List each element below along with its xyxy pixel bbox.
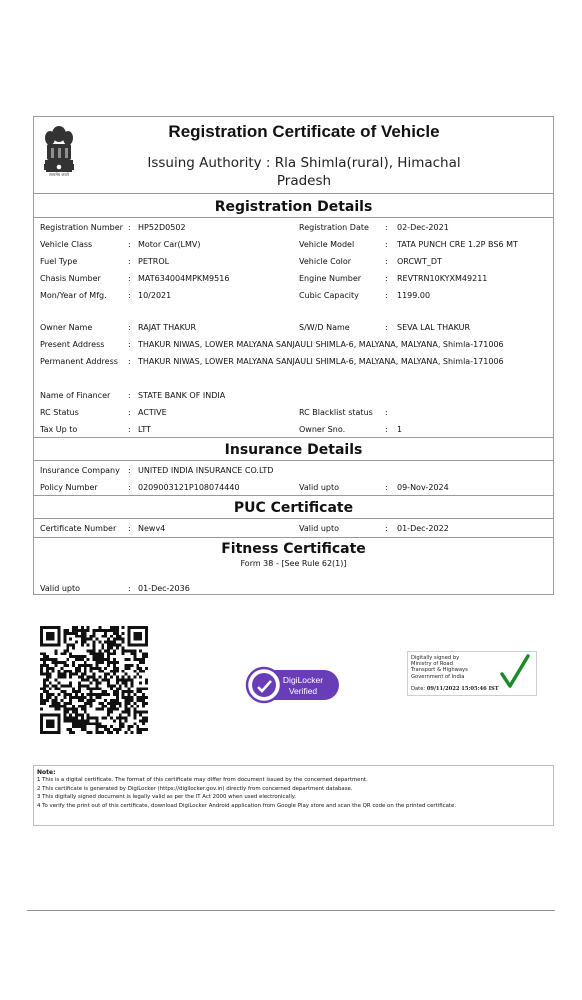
present-address-value: THAKUR NIWAS, LOWER MALYANA SANJAULI SHIMLA-6, MALYANA, MALYANA, Shimla-171006 (138, 340, 504, 349)
field-label: Registration Number (40, 223, 123, 232)
separator: : (128, 483, 131, 492)
separator: : (128, 524, 131, 533)
rc-status-label: RC Status (40, 408, 79, 417)
signature-date-label: Date: (411, 686, 426, 692)
owner-sno-value: 1 (397, 425, 403, 434)
divider (34, 537, 553, 538)
qr-finder-pattern (40, 714, 60, 734)
certificate-title: Registration Certificate of Vehicle (168, 122, 440, 141)
note-item: 3 This digitally signed document is legally valid as per the IT Act 2000 when used electronically. (37, 794, 296, 801)
owner-sno-label: Owner Sno. (299, 425, 346, 434)
field-value: 10/2021 (138, 291, 172, 300)
separator: : (385, 240, 388, 249)
field-value: 02-Dec-2021 (397, 223, 449, 232)
separator: : (128, 257, 131, 266)
verified-label: Verified (288, 686, 318, 696)
insurance-company-value: UNITED INDIA INSURANCE CO.LTD (138, 466, 274, 475)
field-label: Vehicle Color (299, 257, 352, 266)
puc-cert-label: Certificate Number (40, 524, 117, 533)
permanent-address-value: THAKUR NIWAS, LOWER MALYANA SANJAULI SHIMLA-6, MALYANA, MALYANA, Shimla-171006 (138, 357, 504, 366)
field-value: TATA PUNCH CRE 1.2P BS6 MT (397, 240, 518, 249)
signature-date-value: 09/11/2022 15:05:46 IST (426, 686, 499, 692)
separator: : (128, 340, 131, 349)
field-value: Motor Car(LMV) (138, 240, 201, 249)
separator: : (128, 240, 131, 249)
separator: : (128, 391, 131, 400)
fitness-subheading: Form 38 - [See Rule 62(1)] (240, 559, 347, 568)
separator: : (385, 524, 388, 533)
puc-heading: PUC Certificate (233, 500, 354, 516)
separator: : (128, 425, 131, 434)
owner-name-value: RAJAT THAKUR (138, 323, 197, 332)
separator: : (385, 223, 388, 232)
rc-status-value: ACTIVE (138, 408, 167, 417)
field-label: Vehicle Class (40, 240, 93, 249)
registration-heading: Registration Details (214, 199, 373, 215)
signature-line: Digitally signed by (411, 655, 460, 661)
permanent-address-label: Permanent Address (40, 357, 118, 366)
divider (34, 460, 553, 461)
swd-name-label: S/W/D Name (299, 323, 350, 332)
policy-number-value: 0209003121P108074440 (138, 483, 240, 492)
separator: : (385, 274, 388, 283)
insurance-valid-value: 09-Nov-2024 (397, 483, 449, 492)
separator: : (385, 408, 388, 417)
signature-line: Transport & Highways (411, 667, 468, 674)
field-value: HP52D0502 (138, 223, 186, 232)
field-value: MAT634004MPKM9516 (138, 274, 230, 283)
separator: : (128, 466, 131, 475)
notes-list (37, 776, 550, 810)
qr-finder-pattern (128, 626, 148, 646)
separator: : (385, 323, 388, 332)
field-value: ORCWT_DT (397, 257, 442, 266)
field-value: 1199.00 (397, 291, 431, 300)
notes-heading: Note: (37, 769, 56, 776)
separator: : (385, 291, 388, 300)
separator: : (385, 425, 388, 434)
separator: : (128, 584, 131, 593)
qr-code (40, 626, 148, 734)
insurance-company-label: Insurance Company (40, 466, 120, 475)
field-label: Fuel Type (40, 257, 78, 266)
issuer-line-1: Issuing Authority : Rla Shimla(rural), Himachal (147, 155, 461, 171)
rc-blacklist-label: RC Blacklist status (299, 408, 373, 417)
field-label: Registration Date (299, 223, 369, 232)
insurance-heading: Insurance Details (224, 442, 363, 458)
divider (34, 217, 553, 218)
digital-signature-box (407, 651, 537, 696)
divider (34, 193, 553, 194)
digilocker-verified-badge (245, 666, 341, 704)
fitness-heading: Fitness Certificate (221, 541, 366, 557)
page-bottom-rule (27, 910, 555, 911)
issuing-authority (124, 154, 484, 190)
digilocker-label: DigiLocker (282, 675, 324, 685)
certificate-box (33, 116, 554, 595)
puc-cert-value: Newv4 (138, 524, 166, 533)
issuer-line-2: Pradesh (276, 173, 332, 189)
insurance-valid-label: Valid upto (299, 483, 339, 492)
fitness-valid-label: Valid upto (40, 584, 80, 593)
field-label: Engine Number (299, 274, 362, 283)
puc-valid-label: Valid upto (299, 524, 339, 533)
separator: : (128, 223, 131, 232)
field-label: Cubic Capacity (299, 291, 359, 300)
separator: : (128, 357, 131, 366)
fitness-valid-value: 01-Dec-2036 (138, 584, 190, 593)
policy-number-label: Policy Number (40, 483, 98, 492)
field-value: PETROL (138, 257, 170, 266)
signature-lines (411, 655, 468, 680)
present-address-label: Present Address (40, 340, 105, 349)
emblem-caption: सत्यमेव जयते (49, 172, 69, 177)
financer-value: STATE BANK OF INDIA (138, 391, 226, 400)
puc-valid-value: 01-Dec-2022 (397, 524, 449, 533)
divider (34, 518, 553, 519)
tax-label: Tax Up to (40, 425, 78, 434)
financer-label: Name of Financer (40, 391, 111, 400)
note-item: 1 This is a digital certificate. The format of this certificate may differ from document issued by the concerned department. (37, 777, 368, 783)
signature-line: Government of India (411, 673, 465, 680)
field-label: Vehicle Model (299, 240, 355, 249)
qr-finder-pattern (40, 626, 60, 646)
field-value: REVTRN10KYXM49211 (397, 274, 488, 283)
separator: : (385, 483, 388, 492)
signature-valid-tick-icon (500, 654, 530, 688)
separator: : (385, 257, 388, 266)
swd-name-value: SEVA LAL THAKUR (397, 323, 471, 332)
separator: : (128, 274, 131, 283)
separator: : (128, 323, 131, 332)
field-label: Mon/Year of Mfg. (40, 291, 107, 300)
owner-name-label: Owner Name (40, 323, 93, 332)
notes-box (33, 765, 554, 826)
signature-line: Ministry of Road (411, 661, 453, 668)
divider (34, 495, 553, 496)
field-label: Chasis Number (40, 274, 101, 283)
note-item: 2 This certificate is generated by DigiLocker (https://digilocker.gov.in) directly from concerned department database. (37, 785, 353, 792)
signature-date (411, 686, 499, 692)
tax-value: LTT (138, 425, 151, 434)
divider (34, 437, 553, 438)
separator: : (128, 291, 131, 300)
separator: : (128, 408, 131, 417)
note-item: 4 To verify the print out of this certificate, download DigiLocker Android application from Google Play store and scan the QR code on the printed certificate. (37, 802, 457, 809)
